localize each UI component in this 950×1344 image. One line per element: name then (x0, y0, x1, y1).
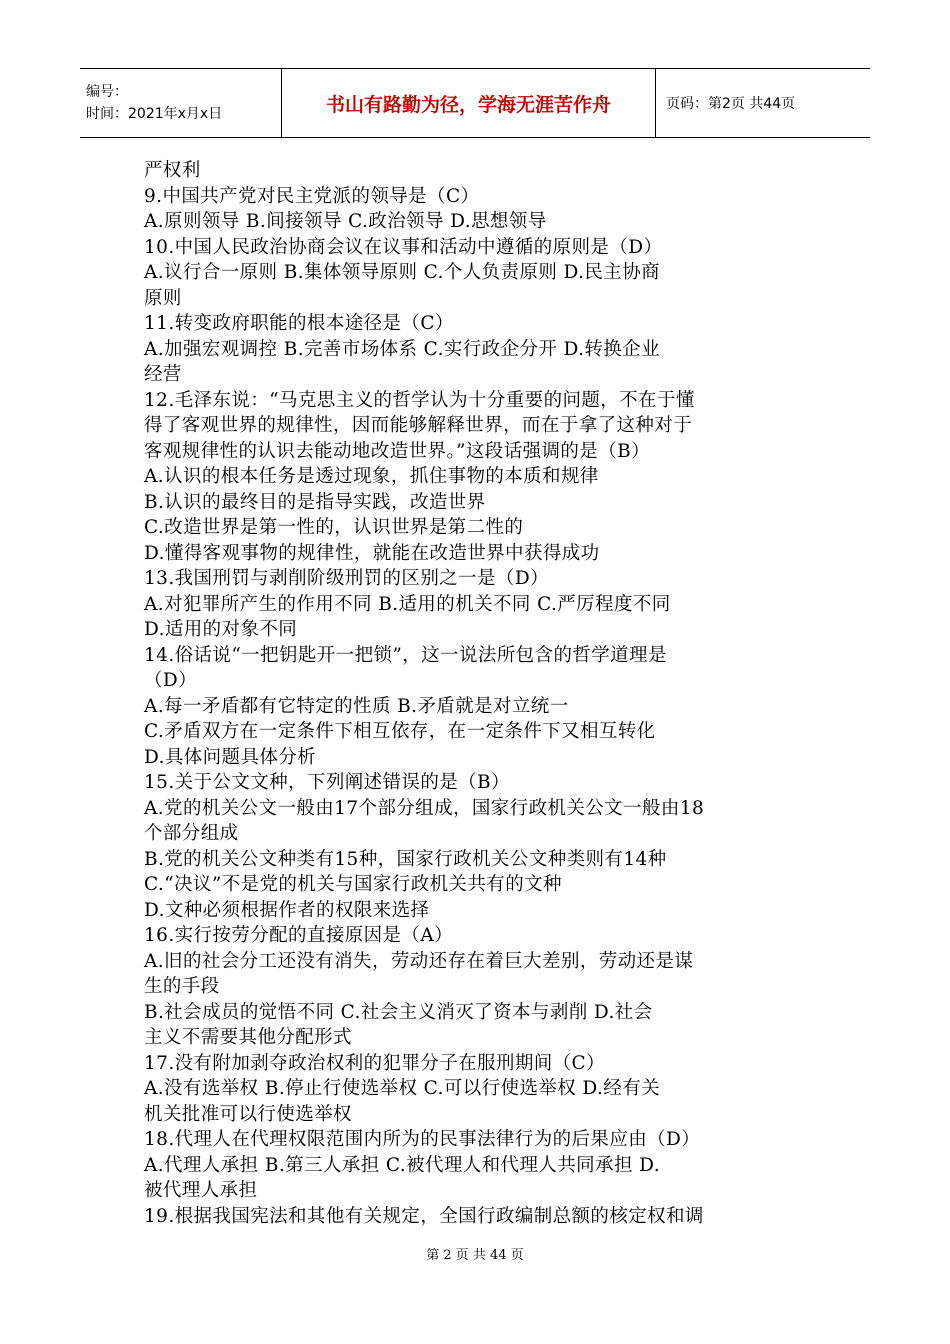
text-line: B.认识的最终目的是指导实践，改造世界 (144, 491, 486, 513)
text-line: 生的手段 (144, 976, 220, 997)
text-line: A.认识的根本任务是透过现象，抓住事物的本质和规律 (144, 466, 599, 487)
text-line: 被代理人承担 (144, 1180, 258, 1201)
header-motto (282, 69, 656, 137)
text-line: A.党的机关公文一般由17个部分组成，国家行政机关公文一般由18 (144, 797, 705, 819)
text-line: 19.根据我国宪法和其他有关规定，全国行政编制总额的核定权和调 (144, 1205, 704, 1227)
text-line: 13.我国刑罚与剥削阶级刑罚的区别之一是（D） (144, 568, 549, 589)
text-line: D.懂得客观事物的规律性，就能在改造世界中获得成功 (144, 542, 600, 564)
text-line: 18.代理人在代理权限范围内所为的民事法律行为的后果应由（D） (144, 1129, 701, 1150)
text-line: B.党的机关公文种类有15种，国家行政机关公文种类则有14种 (144, 848, 667, 870)
page-header (80, 68, 870, 138)
text-line: C.改造世界是第一性的，认识世界是第二性的 (144, 517, 524, 538)
text-line: A.议行合一原则 B.集体领导原则 C.个人负责原则 D.民主协商 (144, 262, 660, 283)
text-line: D.具体问题具体分析 (144, 746, 317, 768)
header-page-info (656, 69, 870, 137)
text-line: 得了客观世界的规律性，因而能够解释世界，而在于拿了这种对于 (144, 415, 693, 436)
text-line: A.旧的社会分工还没有消失，劳动还存在着巨大差别，劳动还是谋 (144, 950, 694, 972)
text-line: 经营 (144, 364, 182, 385)
text-line: A.代理人承担 B.第三人承担 C.被代理人和代理人共同承担 D. (144, 1154, 660, 1176)
text-line: 原则 (144, 287, 182, 309)
code-label: 编号： (86, 84, 128, 100)
text-line: 机关批准可以行使选举权 (144, 1103, 352, 1125)
text-line: A.对犯罪所产生的作用不同 B.适用的机关不同 C.严厉程度不同 (144, 593, 671, 615)
text-line: A.每一矛盾都有它特定的性质 B.矛盾就是对立统一 (144, 695, 569, 717)
motto-text: 书山有路勤为径，学海无涯苦作舟 (325, 93, 611, 116)
text-line: （D） (144, 670, 198, 691)
time-label: 时间：2021年x月x日 (86, 106, 223, 122)
text-line: D.文种必须根据作者的权限来选择 (144, 899, 430, 921)
text-line: 客观规律性的认识去能动地改造世界。”这段话强调的是（B） (144, 440, 651, 462)
text-line: C.矛盾双方在一定条件下相互依存，在一定条件下又相互转化 (144, 721, 656, 742)
text-line: 15.关于公文文种，下列阐述错误的是（B） (144, 772, 510, 793)
text-line: 12.毛泽东说：“马克思主义的哲学认为十分重要的问题，不在于懂 (144, 389, 695, 411)
text-line: 17.没有附加剥夺政治权利的犯罪分子在服刑期间（C） (144, 1052, 605, 1074)
text-line: 9.中国共产党对民主党派的领导是（C） (144, 185, 480, 207)
document-body (144, 158, 808, 1229)
text-line: A.加强宏观调控 B.完善市场体系 C.实行政企分开 D.转换企业 (144, 338, 660, 360)
text-line: 严权利 (144, 160, 201, 181)
text-line: A.没有选举权 B.停止行使选举权 C.可以行使选举权 D.经有关 (144, 1078, 660, 1099)
page-info-text: 页码：第2页 共44页 (666, 96, 796, 112)
text-line: 14.俗话说“一把钥匙开一把锁”，这一说法所包含的哲学道理是 (144, 644, 667, 666)
text-line: 16.实行按劳分配的直接原因是（A） (144, 925, 453, 946)
text-line: 个部分组成 (144, 823, 239, 844)
text-line: B.社会成员的觉悟不同 C.社会主义消灭了资本与剥削 D.社会 (144, 1001, 653, 1023)
text-line: C.“决议”不是党的机关与国家行政机关共有的文种 (144, 874, 562, 895)
page-footer: 第 2 页 共 44 页 (426, 1248, 524, 1263)
text-line: D.适用的对象不同 (144, 619, 298, 640)
text-line: 11.转变政府职能的根本途径是（C） (144, 313, 454, 334)
text-line: A.原则领导 B.间接领导 C.政治领导 D.思想领导 (144, 211, 547, 232)
text-line: 主义不需要其他分配形式 (144, 1027, 352, 1048)
header-meta (80, 69, 282, 137)
text-line: 10.中国人民政治协商会议在议事和活动中遵循的原则是（D） (144, 236, 663, 258)
